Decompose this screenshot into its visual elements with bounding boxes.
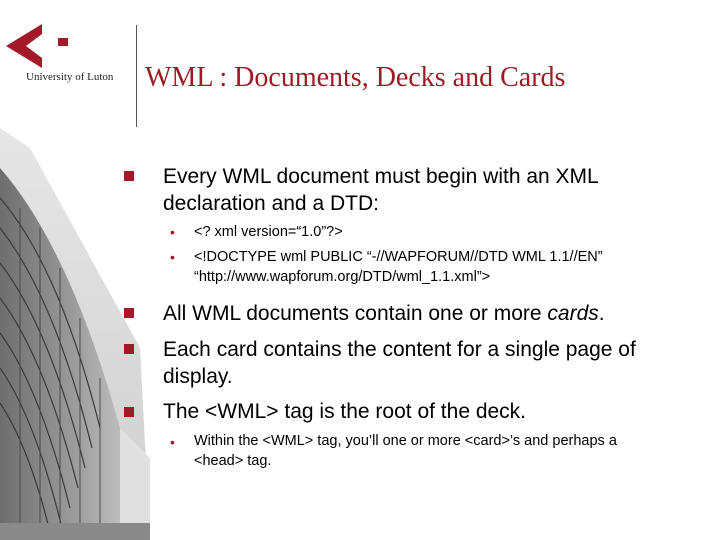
sub-bullet-marker: • [170, 224, 175, 240]
building-image [0, 128, 150, 540]
bullet-marker [124, 407, 134, 417]
bullet-item-4: The <WML> tag is the root of the deck. [163, 400, 527, 423]
item2-text: All WML documents contain one or more [163, 302, 548, 325]
sub-bullet-marker: • [170, 249, 175, 265]
sub-item-doctype: <!DOCTYPE wml PUBLIC “-//WAPFORUM//DTD WML 1.1//EN” “http://www.wapforum.org/DTD/wml_1.1.xml”> [194, 249, 603, 285]
item2-period: . [598, 302, 605, 325]
bullet-marker [124, 308, 134, 318]
bullet-item-1: Every WML document must begin with an XML declaration and a DTD: [163, 165, 598, 215]
sub-bullet-marker: • [170, 434, 175, 450]
bullet-item-3: Each card contains the content for a single page of display. [163, 338, 636, 388]
slide-title: WML : Documents, Decks and Cards [145, 62, 566, 93]
header-divider [136, 25, 137, 127]
bullet-marker [124, 171, 134, 181]
item2-emphasis: cards [547, 302, 599, 325]
bullet-item-2 [163, 300, 703, 327]
bullet-marker [124, 344, 134, 354]
sub-item-xml-declaration: <? xml version=“1.0”?> [194, 224, 343, 240]
logo-text: University of Luton [26, 71, 114, 83]
sub-item-wml-tag: Within the <WML> tag, you’ll one or more <card>’s and perhaps a <head> tag. [194, 433, 617, 469]
